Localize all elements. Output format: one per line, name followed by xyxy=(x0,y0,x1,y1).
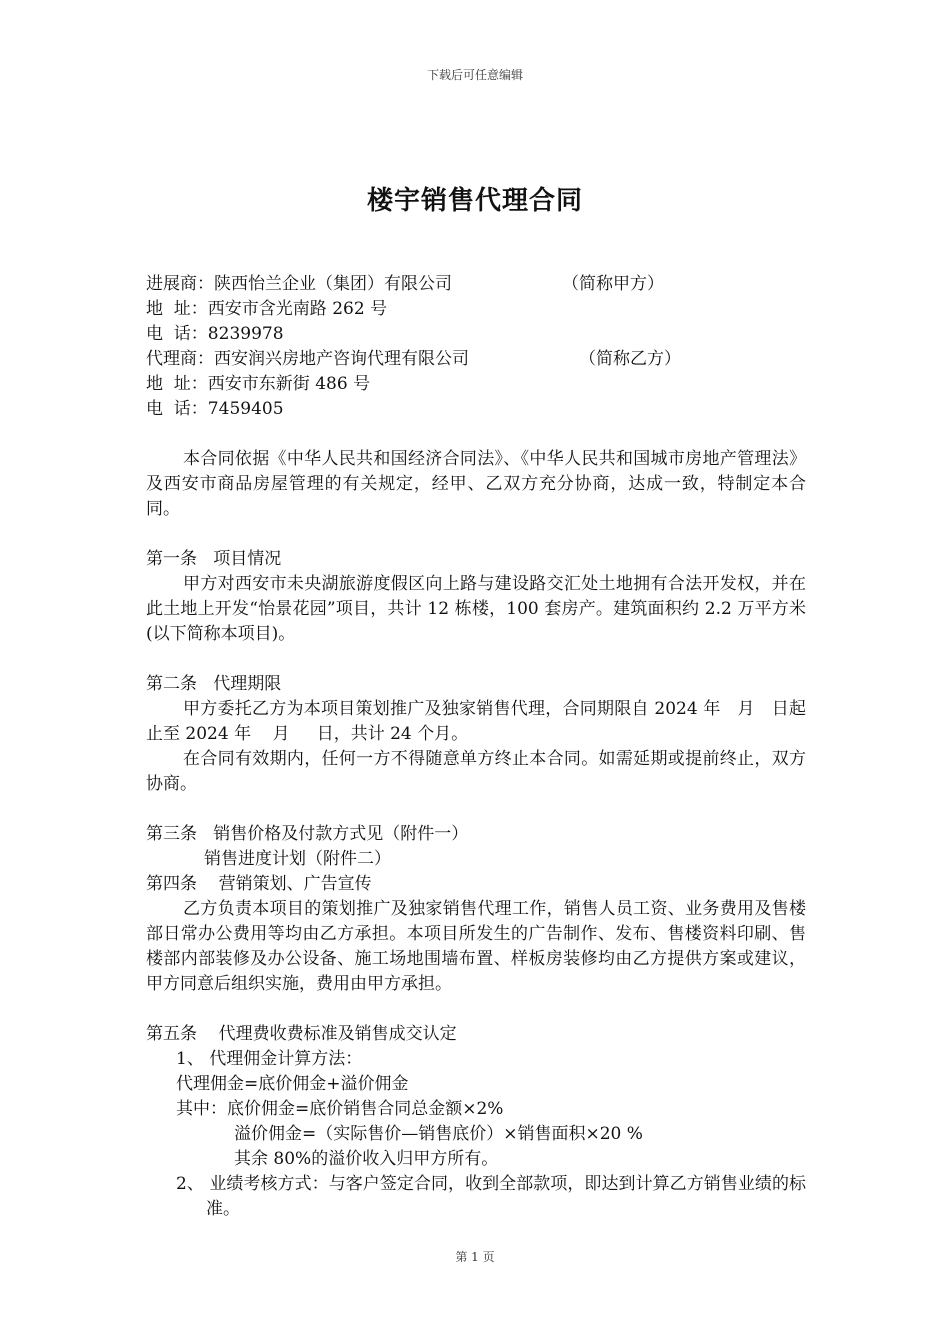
article-2-body-2: 在合同有效期内，任何一方不得随意单方终止本合同。如需延期或提前终止，双方协商。 xyxy=(146,749,806,794)
party-b-name: 代理商：西安润兴房地产咨询代理有限公司 xyxy=(146,349,469,369)
party-a-abbr: （简称甲方） xyxy=(562,274,664,294)
party-a-line xyxy=(146,272,806,297)
article-5-remainder: 其余 80%的溢价收入归甲方所有。 xyxy=(234,1149,499,1169)
article-5-premium-commission: 溢价佣金=（实际售价—销售底价）×销售面积×20 % xyxy=(234,1124,643,1144)
preamble: 本合同依据《中华人民共和国经济合同法》、《中华人民共和国城市房地产管理法》及西安市商品房屋管理的有关规定，经甲、乙双方充分协商，达成一致，特制定本合同。 xyxy=(146,449,806,519)
party-b-abbr: （简称乙方） xyxy=(579,349,681,369)
page-header: 下载后可任意编辑 xyxy=(426,68,523,82)
party-b-line xyxy=(146,347,806,372)
article-5-item-1: 1、 代理佣金计算方法： xyxy=(176,1049,363,1069)
party-a-name: 进展商：陕西怡兰企业（集团）有限公司 xyxy=(146,274,452,294)
article-4-body: 乙方负责本项目的策划推广及独家销售代理工作，销售人员工资、业务费用及售楼部日常办公费用等均由乙方承担。本项目所发生的广告制作、发布、售楼资料印刷、售楼部内部装修及办公设备、施工场地围墙布置、样板房装修均由乙方提供方案或建议，甲方同意后组织实施，费用由甲方承担。 xyxy=(146,899,806,994)
party-a-address: 地 址：西安市含光南路 262 号 xyxy=(146,299,388,319)
article-3-sub: 销售进度计划（附件二） xyxy=(204,849,391,869)
article-2-body-1: 甲方委托乙方为本项目策划推广及独家销售代理，合同期限自 2024 年 月 日起止至 2024 年 月 日，共计 24 个月。 xyxy=(146,699,806,744)
article-1-body: 甲方对西安市未央湖旅游度假区向上路与建设路交汇处土地拥有合法开发权，并在此土地上开发“怡景花园”项目，共计 12 栋楼，100 套房产。建筑面积约 2.2 万平方米(以下简称本项目)。 xyxy=(146,574,806,644)
page-number: 第 1 页 xyxy=(455,1250,495,1264)
article-5-heading: 第五条 代理费收费标准及销售成交认定 xyxy=(146,1024,457,1044)
contract-title: 楼宇销售代理合同 xyxy=(366,186,583,216)
article-3-heading: 第三条 销售价格及付款方式见（附件一） xyxy=(146,824,469,844)
contract-body xyxy=(146,272,806,1222)
article-2-heading: 第二条 代理期限 xyxy=(146,674,282,694)
article-5-item-2: 2、 业绩考核方式：与客户签定合同，收到全部款项，即达到计算乙方销售业绩的标准。 xyxy=(176,1174,806,1219)
article-1-heading: 第一条 项目情况 xyxy=(146,549,282,569)
article-4-heading: 第四条 营销策划、广告宣传 xyxy=(146,874,372,894)
article-5-formula: 代理佣金=底价佣金+溢价佣金 xyxy=(176,1074,409,1094)
party-b-address: 地 址：西安市东新街 486 号 xyxy=(146,374,371,394)
party-a-phone: 电 话：8239978 xyxy=(146,324,284,344)
party-b-phone: 电 话：7459405 xyxy=(146,399,284,419)
article-5-base-commission: 其中：底价佣金=底价销售合同总金额×2% xyxy=(176,1099,504,1119)
